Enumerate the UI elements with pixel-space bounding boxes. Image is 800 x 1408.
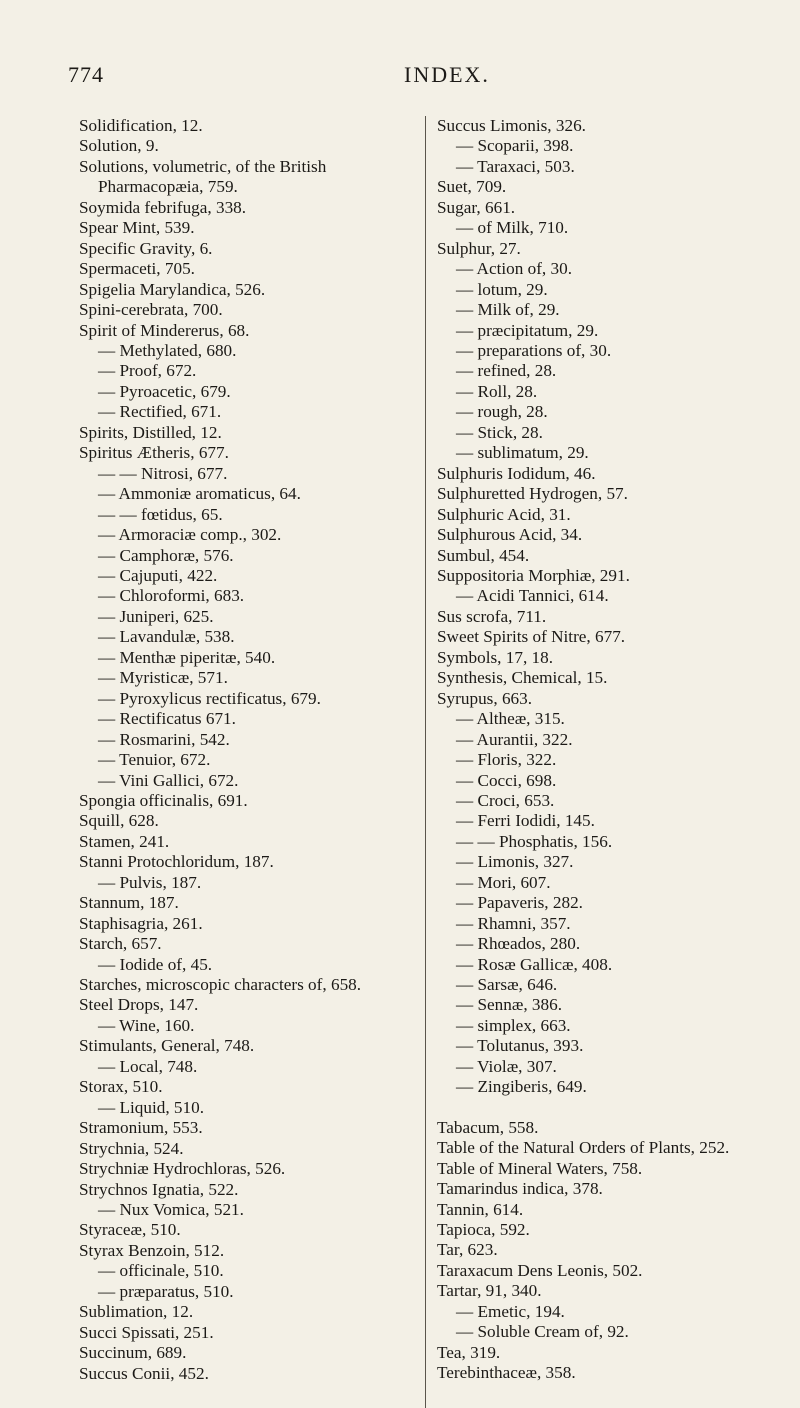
- index-subentry: — preparations of, 30.: [456, 340, 612, 360]
- index-subentry: — Liquid, 510.: [98, 1097, 204, 1117]
- index-subentry: — Pyroacetic, 679.: [98, 381, 231, 401]
- index-entry: Syrupus, 663.: [437, 688, 533, 708]
- index-entry: Steel Drops, 147.: [79, 995, 199, 1015]
- index-subentry: — Floris, 322.: [456, 750, 557, 770]
- index-subentry: — Ammoniæ aromaticus, 64.: [98, 484, 301, 504]
- index-subentry: — — Nitrosi, 677.: [98, 463, 228, 483]
- index-entry: Spigelia Marylandica, 526.: [79, 279, 266, 299]
- index-subentry: — Limonis, 327.: [456, 852, 574, 872]
- index-entry: Tea, 319.: [437, 1342, 501, 1362]
- index-subentry: — Myristicæ, 571.: [98, 668, 228, 688]
- index-entry: Tar, 623.: [437, 1240, 498, 1260]
- index-subentry: — Lavandulæ, 538.: [98, 627, 235, 647]
- index-subentry: — Croci, 653.: [456, 790, 555, 810]
- index-entry: Storax, 510.: [79, 1077, 163, 1097]
- index-subentry: — Juniperi, 625.: [98, 606, 214, 626]
- index-subentry: — Chloroformi, 683.: [98, 586, 245, 606]
- index-subentry: — Iodide of, 45.: [98, 954, 213, 974]
- index-subentry: — Cajuputi, 422.: [98, 565, 218, 585]
- index-subentry: — Rhœados, 280.: [456, 934, 581, 954]
- index-entry: Sumbul, 454.: [437, 545, 530, 565]
- index-entry: Succi Spissati, 251.: [79, 1322, 214, 1342]
- index-entry: Spongia officinalis, 691.: [79, 790, 248, 810]
- index-subentry: — Altheæ, 315.: [456, 709, 565, 729]
- index-entry: Staphisagria, 261.: [79, 913, 203, 933]
- index-entry: Styraceæ, 510.: [79, 1220, 181, 1240]
- index-subentry: — Emetic, 194.: [456, 1301, 565, 1321]
- index-entry: Spermaceti, 705.: [79, 259, 195, 279]
- index-subentry: — præcipitatum, 29.: [456, 320, 599, 340]
- index-subentry: — — Phosphatis, 156.: [456, 831, 613, 851]
- index-subentry: — Rectificatus 671.: [98, 709, 236, 729]
- index-entry: Spini-cerebrata, 700.: [79, 300, 223, 320]
- index-subentry: — Rhamni, 357.: [456, 913, 571, 933]
- index-subentry: — Armoraciæ comp., 302.: [98, 525, 282, 545]
- index-subentry: — Zingiberis, 649.: [456, 1077, 587, 1097]
- index-subentry: — Sarsæ, 646.: [456, 975, 558, 995]
- index-subentry: — præparatus, 510.: [98, 1281, 234, 1301]
- index-subentry: — Ferri Iodidi, 145.: [456, 811, 595, 831]
- index-subentry: — Tenuior, 672.: [98, 750, 211, 770]
- index-subentry: — Cocci, 698.: [456, 770, 557, 790]
- index-entry: Strychnos Ignatia, 522.: [79, 1179, 239, 1199]
- index-entry: Sublimation, 12.: [79, 1302, 194, 1322]
- index-subentry: — Proof, 672.: [98, 361, 197, 381]
- index-subentry: — Wine, 160.: [98, 1015, 195, 1035]
- index-subentry: — Taraxaci, 503.: [456, 156, 575, 176]
- index-entry: Squill, 628.: [79, 811, 159, 831]
- index-entry: Stamen, 241.: [79, 831, 170, 851]
- index-column-right: [437, 116, 787, 1384]
- index-subentry: — Acidi Tannici, 614.: [456, 586, 609, 606]
- index-subentry: — Stick, 28.: [456, 422, 543, 442]
- index-entry: Sulphur, 27.: [437, 238, 521, 258]
- index-entry: Suppositoria Morphiæ, 291.: [437, 565, 630, 585]
- index-entry: Stimulants, General, 748.: [79, 1036, 255, 1056]
- index-entry: Sugar, 661.: [437, 197, 516, 217]
- index-entry: Table of the Natural Orders of Plants, 252.: [437, 1138, 730, 1158]
- index-entry: Suet, 709.: [437, 177, 507, 197]
- index-entry: Taraxacum Dens Leonis, 502.: [437, 1260, 643, 1280]
- index-subentry: — Menthæ piperitæ, 540.: [98, 647, 276, 667]
- column-divider: [425, 116, 426, 1408]
- index-entry: Tamarindus indica, 378.: [437, 1179, 603, 1199]
- index-entry: Specific Gravity, 6.: [79, 238, 213, 258]
- index-subentry: — Scoparii, 398.: [456, 136, 574, 156]
- index-subentry: — Rosæ Gallicæ, 408.: [456, 954, 613, 974]
- index-entry: Terebinthaceæ, 358.: [437, 1363, 576, 1383]
- index-entry: Soymida febrifuga, 338.: [79, 197, 247, 217]
- index-entry: Starch, 657.: [79, 934, 162, 954]
- index-entry: Tabacum, 558.: [437, 1117, 539, 1137]
- index-subentry: — of Milk, 710.: [456, 218, 569, 238]
- index-subentry: — Papaveris, 282.: [456, 893, 583, 913]
- index-subentry: — Rosmarini, 542.: [98, 729, 230, 749]
- index-entry: Sulphuris Iodidum, 46.: [437, 463, 596, 483]
- index-entry: Tannin, 614.: [437, 1199, 524, 1219]
- index-entry: Synthesis, Chemical, 15.: [437, 668, 608, 688]
- index-entry: Solidification, 12.: [79, 116, 203, 135]
- index-subentry: — officinale, 510.: [98, 1261, 224, 1281]
- index-subentry: — Roll, 28.: [456, 381, 538, 401]
- section-gap: [437, 1098, 787, 1118]
- index-entry: Succinum, 689.: [79, 1343, 187, 1363]
- index-subentry: — Action of, 30.: [456, 259, 573, 279]
- index-subentry: — Pulvis, 187.: [98, 872, 202, 892]
- index-subentry: — Aurantii, 322.: [456, 729, 573, 749]
- index-entry: Sulphuric Acid, 31.: [437, 504, 571, 524]
- index-subentry: — Rectified, 671.: [98, 402, 222, 422]
- index-entry: Succus Limonis, 326.: [437, 116, 586, 135]
- index-entry: Strychniæ Hydrochloras, 526.: [79, 1159, 286, 1179]
- index-subentry: — Pyroxylicus rectificatus, 679.: [98, 688, 321, 708]
- running-title: INDEX.: [404, 62, 490, 87]
- index-entry: Styrax Benzoin, 512.: [79, 1240, 225, 1260]
- index-subentry: — Mori, 607.: [456, 872, 551, 892]
- index-subentry: — rough, 28.: [456, 402, 548, 422]
- index-entry: Succus Conii, 452.: [79, 1363, 209, 1383]
- index-subentry: — Nux Vomica, 521.: [98, 1200, 244, 1220]
- index-entry: Tartar, 91, 340.: [437, 1281, 542, 1301]
- page-header: [68, 62, 760, 92]
- index-subentry: — simplex, 663.: [456, 1015, 571, 1035]
- index-entry: Starches, microscopic characters of, 658.: [79, 975, 362, 995]
- index-entry: Spirit of Mindererus, 68.: [79, 320, 250, 340]
- index-subentry: — Tolutanus, 393.: [456, 1036, 584, 1056]
- index-entry: Stanni Protochloridum, 187.: [79, 852, 274, 872]
- index-entry: Spear Mint, 539.: [79, 218, 195, 238]
- index-subentry: — Soluble Cream of, 92.: [456, 1322, 629, 1342]
- index-subentry: — — fœtidus, 65.: [98, 504, 223, 524]
- index-subentry: — Methylated, 680.: [98, 340, 237, 360]
- page-number: 774: [68, 62, 104, 87]
- index-entry: Spiritus Ætheris, 677.: [79, 443, 229, 463]
- index-column-left: [79, 116, 414, 1384]
- index-entry: Strychnia, 524.: [79, 1138, 184, 1158]
- index-entry: Solution, 9.: [79, 136, 159, 156]
- index-subentry: — Sennæ, 386.: [456, 995, 562, 1015]
- index-entry: Stramonium, 553.: [79, 1118, 203, 1138]
- index-entry: Spirits, Distilled, 12.: [79, 422, 222, 442]
- index-entry: Tapioca, 592.: [437, 1220, 530, 1240]
- index-entry: Table of Mineral Waters, 758.: [437, 1158, 643, 1178]
- index-entry: Sulphurous Acid, 34.: [437, 525, 583, 545]
- index-subentry: — sublimatum, 29.: [456, 443, 589, 463]
- index-subentry: — Vini Gallici, 672.: [98, 770, 239, 790]
- index-entry: Solutions, volumetric, of the British Pharmacopæia, 759.: [79, 156, 327, 197]
- index-entry: Sus scrofa, 711.: [437, 606, 547, 626]
- index-subentry: — Local, 748.: [98, 1056, 198, 1076]
- index-entry: Symbols, 17, 18.: [437, 647, 554, 667]
- index-entry: Stannum, 187.: [79, 893, 179, 913]
- index-subentry: — Violæ, 307.: [456, 1056, 557, 1076]
- index-subentry: — lotum, 29.: [456, 279, 548, 299]
- index-entry: Sweet Spirits of Nitre, 677.: [437, 627, 626, 647]
- index-entry: Sulphuretted Hydrogen, 57.: [437, 484, 628, 504]
- index-subentry: — Camphoræ, 576.: [98, 545, 234, 565]
- index-subentry: — Milk of, 29.: [456, 300, 560, 320]
- index-subentry: — refined, 28.: [456, 361, 557, 381]
